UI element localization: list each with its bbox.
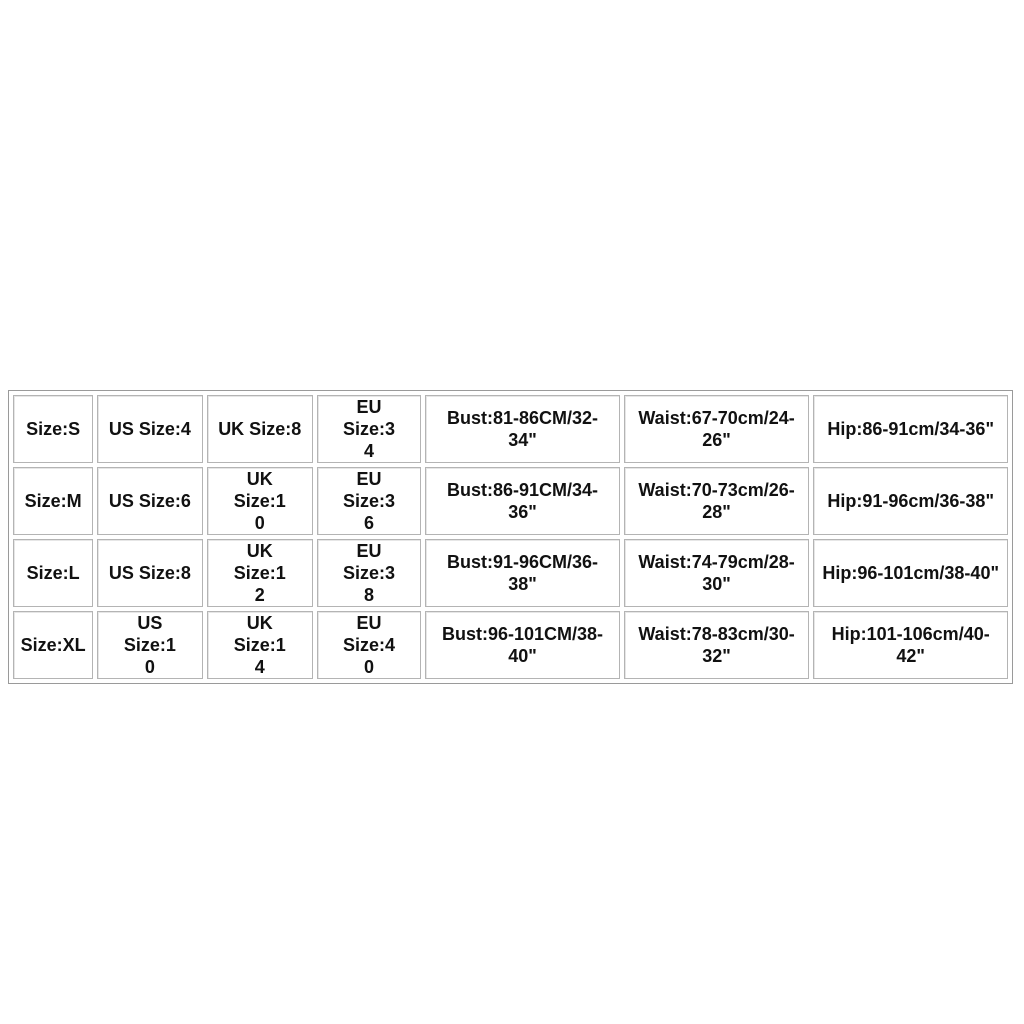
bust-cell: Bust:81-86CM/32-34" [425,395,620,463]
hip-cell: Hip:96-101cm/38-40" [813,539,1008,607]
size-chart-table [8,390,1013,684]
waist-cell: Waist:78-83cm/30-32" [624,611,810,679]
waist-cell: Waist:67-70cm/24-26" [624,395,810,463]
waist-cell: Waist:70-73cm/26-28" [624,467,810,535]
waist-cell: Waist:74-79cm/28-30" [624,539,810,607]
uk-size-cell: UK Size:12 [207,539,313,607]
eu-size-cell: EU Size:36 [317,467,421,535]
bust-cell: Bust:96-101CM/38-40" [425,611,620,679]
table-row [13,539,1008,607]
us-size-cell: US Size:8 [97,539,202,607]
eu-size-cell: EU Size:38 [317,539,421,607]
size-cell: Size:XL [13,611,93,679]
size-cell: Size:L [13,539,93,607]
hip-cell: Hip:86-91cm/34-36" [813,395,1008,463]
table-row [13,467,1008,535]
us-size-cell: US Size:10 [97,611,202,679]
size-cell: Size:S [13,395,93,463]
uk-size-cell: UK Size:14 [207,611,313,679]
eu-size-cell: EU Size:34 [317,395,421,463]
bust-cell: Bust:86-91CM/34-36" [425,467,620,535]
table-row [13,395,1008,463]
uk-size-cell: UK Size:8 [207,395,313,463]
size-cell: Size:M [13,467,93,535]
hip-cell: Hip:91-96cm/36-38" [813,467,1008,535]
bust-cell: Bust:91-96CM/36-38" [425,539,620,607]
us-size-cell: US Size:4 [97,395,202,463]
table-row [13,611,1008,679]
hip-cell: Hip:101-106cm/40-42" [813,611,1008,679]
eu-size-cell: EU Size:40 [317,611,421,679]
uk-size-cell: UK Size:10 [207,467,313,535]
us-size-cell: US Size:6 [97,467,202,535]
